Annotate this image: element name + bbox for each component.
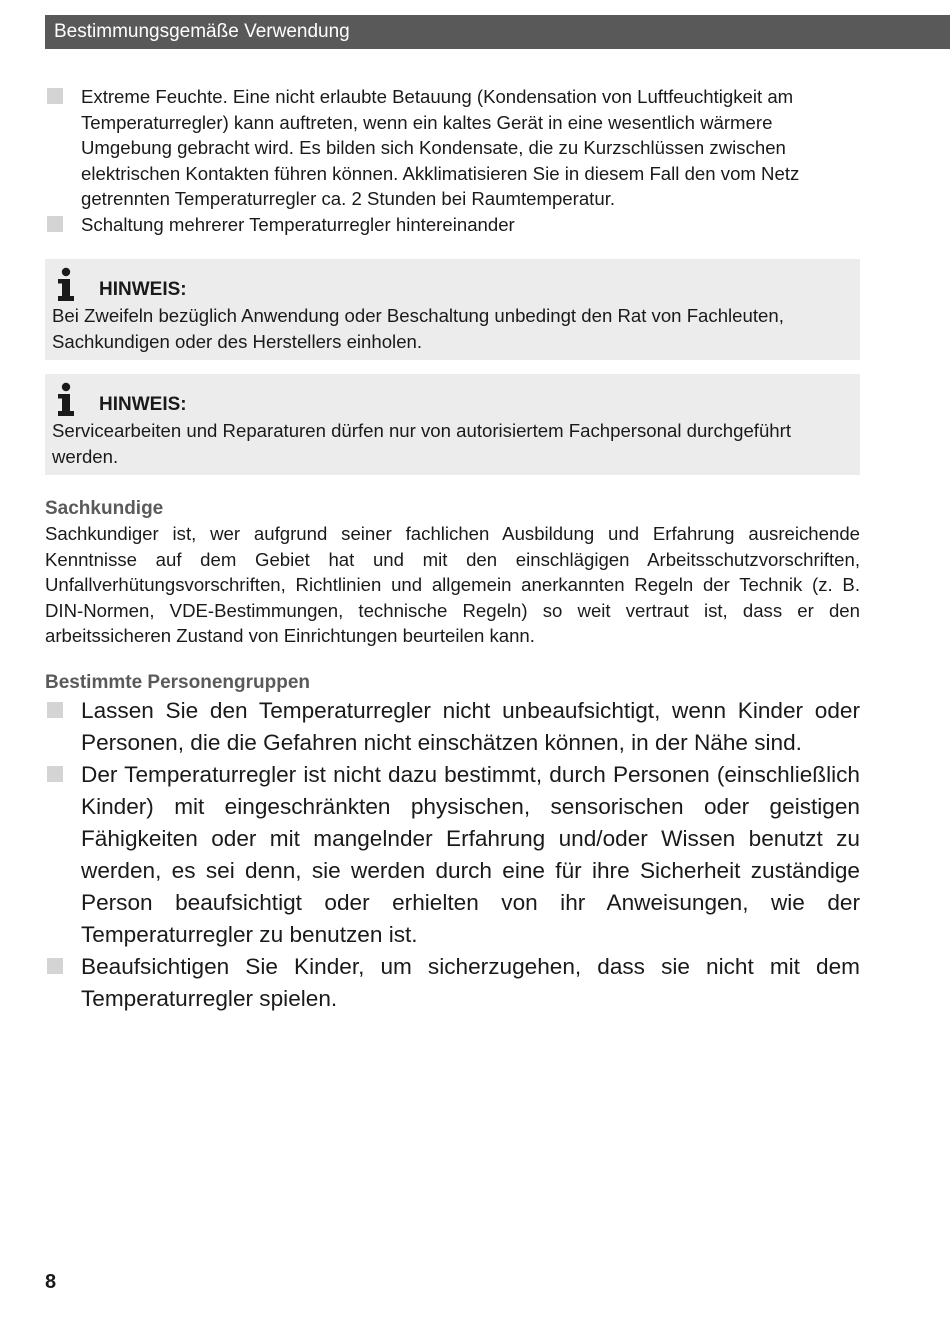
notice-box <box>45 374 860 475</box>
notice-header <box>52 267 854 301</box>
notice-header <box>52 382 854 416</box>
bullet-square-icon <box>47 958 63 974</box>
sachkundige-paragraph: Sachkundiger ist, wer aufgrund seiner fachlichen Ausbildung und Erfahrung ausreichende Kenntnisse auf dem Gebiet hat und mit den einschlägigen Arbeitsschutzvorschriften, Unfallverhütungsvorschriften, Richtlinien und allgemein anerkannten Regeln der Technik (z. B. DIN-Normen, VDE-Bestimmungen, technische Regeln) so weit vertraut ist, dass er den arbeitssicheren Zustand von Einrichtungen beurteilen kann. <box>45 523 860 646</box>
list-item-text: Beaufsichtigen Sie Kinder, um sicherzugehen, dass sie nicht mit dem Temperaturregler spielen. <box>81 953 860 1011</box>
list-item <box>45 951 860 1015</box>
list-item-text: Lassen Sie den Temperaturregler nicht unbeaufsichtigt, wenn Kinder oder Personen, die die Gefahren nicht einschätzen können, in der Nähe sind. <box>81 697 860 755</box>
section-heading-personengruppen: Bestimmte Personengruppen <box>45 671 310 693</box>
notice-title: HINWEIS: <box>99 394 187 415</box>
page-content <box>45 84 860 1015</box>
list-item <box>45 212 860 238</box>
info-icon <box>55 382 83 416</box>
page-number: 8 <box>45 1271 57 1293</box>
section-header-title: Bestimmungsgemäße Verwendung <box>54 21 350 42</box>
section-header <box>45 15 950 49</box>
info-icon <box>55 267 83 301</box>
list-item-text: Extreme Feuchte. Eine nicht erlaubte Betauung (Kondensation von Luftfeuchtigkeit am Temperaturregler) kann auftreten, wenn ein kaltes Gerät in eine wesentlich wärmere Umgebung gebracht wird. Es bilden sich Kondensate, die zu Kurzschlüssen zwischen elektrischen Kontakten führen können. Akklimatisieren Sie in diesem Fall den vom Netz getrennten Temperaturregler ca. 2 Stunden bei Raumtemperatur. <box>81 86 800 209</box>
bullet-square-icon <box>47 216 63 232</box>
list-item-text: Schaltung mehrerer Temperaturregler hintereinander <box>81 213 515 235</box>
notice-title: HINWEIS: <box>99 279 187 300</box>
bullet-square-icon <box>47 766 63 782</box>
list-item-text: Der Temperaturregler ist nicht dazu bestimmt, durch Personen (einschließlich Kinder) mit eingeschränkten physischen, sensorischen oder geistigen Fähigkeiten oder mit mangelnder Erfahrung und/oder Wissen benutzt zu werden, es sei denn, sie werden durch eine für ihre Sicherheit zuständige Person beaufsichtigt oder erhielten von ihr Anweisungen, wie der Temperaturregler zu benutzen ist. <box>81 761 860 947</box>
personengruppen-list <box>45 695 860 1015</box>
bullet-square-icon <box>47 702 63 718</box>
notice-box <box>45 259 860 360</box>
list-item <box>45 84 860 212</box>
list-item <box>45 695 860 759</box>
conditions-list <box>45 84 860 237</box>
notice-text: Servicearbeiten und Reparaturen dürfen nur von autorisiertem Fachpersonal durchgeführt werden. <box>52 420 792 467</box>
list-item <box>45 759 860 951</box>
section-heading-sachkundige: Sachkundige <box>45 498 164 519</box>
notice-text: Bei Zweifeln bezüglich Anwendung oder Beschaltung unbedingt den Rat von Fachleuten, Sachkundigen oder des Herstellers einholen. <box>52 305 784 352</box>
bullet-square-icon <box>47 88 63 104</box>
